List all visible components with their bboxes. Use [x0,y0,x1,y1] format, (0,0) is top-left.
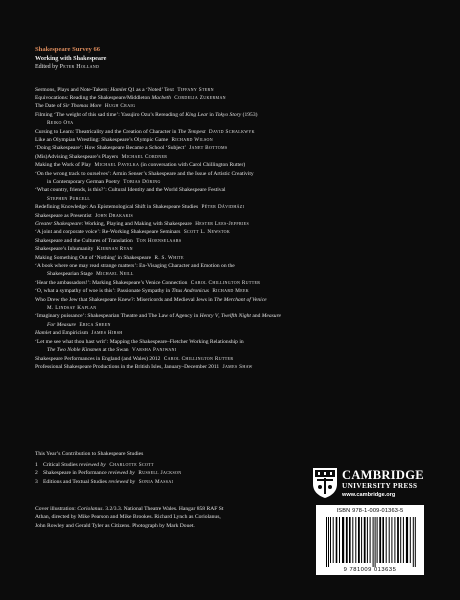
barcode-bar [400,517,401,563]
series-subtitle: Working with Shakespeare [35,55,107,62]
barcode-bar [410,517,411,563]
barcode-guard-bar [328,517,329,567]
editor-name: Peter Holland [59,64,100,70]
toc-title-segment: ‘Imaginary puissance’: Shakespearian Theatre and The Law of Agency in [35,313,200,320]
barcode-bars [324,517,416,567]
toc-title-segment: Tokyo Story [215,111,242,118]
cover-credit [35,505,225,530]
toc-title-segment: Hamlet [35,330,52,337]
series-title: Shakespeare Survey 66 [35,46,101,53]
barcode-bar [370,517,371,563]
toc-author: Hester Lees-Jeffries [195,221,250,227]
series-editor [35,63,415,72]
barcode-guard-bar [326,517,327,567]
toc-author: R. S. White [154,254,184,261]
barcode-bar [389,517,390,563]
toc-title-segment: ‘A joint and corporate voice’: Re-Working Shakespeare Seminars [35,229,181,236]
barcode-guard-bar [375,517,376,567]
barcode-bar [333,517,334,563]
toc-author: James Shaw [222,363,253,370]
barcode-bar [394,517,395,563]
barcode-bar [349,517,351,563]
series-header [35,45,415,72]
barcode-guard-bar [413,517,414,567]
publisher-url[interactable]: www.cambridge.org [342,492,396,498]
toc-author: Kiernan Ryan [96,246,133,253]
toc-title-segment: ‘What country, friends, is this?’: Cultural Identity and the World Shakespeare Festival [35,187,226,194]
toc-title-segment: For Measure [47,321,76,328]
credit-play: Coriolanus [77,506,103,512]
barcode-bar [346,517,348,563]
item-title: Shakespeare in Performance [43,470,109,476]
barcode-bar [367,517,368,563]
item-reviewer: Russell Jackson [136,470,182,476]
toc-entry [35,161,430,169]
item-title: Critical Studies [43,461,80,468]
toc-title-segment: Shakespeare as Presentist [35,212,92,219]
barcode-bar [382,517,384,563]
barcode-bar [377,517,378,563]
toc-author: Michael Pavelka [94,162,140,169]
toc-author: M. Lindsay Kaplan [47,305,97,312]
reviewed-by-label: reviewed by [79,461,106,468]
toc-entry [35,212,430,220]
barcode-bar [406,517,408,563]
toc-title-segment: Redefining Knowledge: An Epistemological Shift in Shakespeare Studies [35,204,199,211]
toc-title-segment: ‘On the wrong track to ourselves’: Armin Senser’s Shakespeare and the Issue of Artistic Creativity [35,170,254,177]
toc-author: Hugh Craig [104,103,136,110]
toc-title-segment: Making Something Out of ‘Nothing’ in Shakespeare [35,254,152,261]
barcode-bar [403,517,404,563]
toc-title-segment: ‘O, what a sympathy of woe is this’: Passionate Sympathy in [35,288,172,295]
toc-title-segment: ‘Let me see what thou hast writ’: Mapping the Shakespeare–Fletcher Working Relationship in [35,338,244,345]
barcode-bar [342,517,344,563]
toc-author: Tobias Döring [123,178,161,185]
toc-title-segment: in Contemporary German Poetry [47,178,120,185]
toc-title-segment: Making the Work of Play [35,162,92,169]
year-contribution-item [35,478,295,487]
year-contribution [35,450,295,486]
toc-entry [35,144,430,152]
barcode-bar [361,517,362,563]
toc-entry [35,128,430,136]
toc-title-continuation [35,346,430,354]
toc-title-segment: (1953) [241,111,258,118]
toc-title-segment: Henry V [199,313,219,320]
toc-title-segment: Cursing to Learn: Theatricality and the Creation of Character in [35,128,178,135]
barcode-bar [330,517,331,563]
toc-entry [35,338,430,355]
toc-author: Reiko Oya [47,120,74,127]
toc-author: Scott L. Newstok [183,229,231,236]
barcode-digits: 9 781009 013635 [343,567,397,573]
toc-title-segment: The Tempest [177,128,206,135]
toc-author: Stephen Purcell [47,195,91,202]
year-contribution-list [35,461,295,487]
toc-title-segment: Sir Thomas More [62,103,102,110]
reviewed-by-label: reviewed by [108,470,135,476]
toc-author: David Schalkwyk [208,128,255,135]
barcode-guard-bar [415,517,416,567]
toc-entry [35,86,430,94]
toc-title-segment: Sermons, Plays and Note-Takers: [35,86,111,93]
toc-author: James Hirsh [91,330,123,337]
toc-title-segment: at the Swan [101,347,129,354]
publisher-name: CAMBRIDGE [342,468,424,482]
toc-title-segment: Titus Andronicus [171,288,209,295]
credit-text: . 3.2/3.3. National Theatre Wales. Hangar 858 RAF St Athan, directed by Mike Pearson and Mike Brookes. Richard Lynch as Coriolanus, John Rowley and Gerald Tyler as Citizens. Photograph by Mark Douet. [35,506,224,529]
item-number: 2 [35,470,38,476]
toc-author: Michael Cordner [121,153,168,160]
toc-title-continuation [35,270,430,278]
toc-entry [35,94,430,102]
toc-author: Richard Meek [212,288,250,295]
item-title: Editions and Textual Studies [43,478,109,485]
toc-title-segment: Measure [261,313,281,320]
year-contribution-heading: This Year’s Contribution to Shakespeare Studies [35,451,144,457]
toc-author: Carol Chillington Rutter [190,279,261,286]
year-contribution-item [35,461,295,470]
toc-author: Cordelia Zukerman [174,94,226,101]
toc-title-segment: The Merchant of Venice [214,296,267,303]
toc-title-segment: Shakespeare Performances in England (and Wales) 2012 [35,355,161,362]
toc-title-segment: ‘Doing Shakespeare’: How Shakespeare Became a School ‘Subject’ [35,145,186,152]
toc-entry [35,279,430,287]
toc-author: Péter Dávidházi [201,204,245,211]
toc-title-segment: and Empiricism [51,330,89,337]
toc-entry [35,312,430,329]
barcode-bar [364,517,366,563]
toc-title-segment: , [218,313,222,320]
toc-title-segment: in [208,111,216,118]
barcode-bar [352,517,353,563]
toc-title-continuation [35,321,430,329]
toc-entry [35,237,430,245]
toc-author: Janet Bottoms [189,145,228,152]
item-number: 1 [35,461,38,468]
toc-title-segment: The Date of [35,103,63,110]
toc-author: Carol Chillington Rutter [163,355,234,362]
toc-entry [35,363,430,371]
toc-entry [35,254,430,262]
toc-entry [35,111,430,128]
isbn-label: ISBN 978-1-009-01363-5 [336,508,404,514]
item-number: 3 [35,478,38,485]
toc-entry [35,102,430,110]
toc-title-segment: Shakespeare’s Inhumanity [35,246,94,253]
toc-entry [35,287,430,295]
item-reviewer: Sonia Massai [137,478,174,485]
toc-entry [35,153,430,161]
barcode-bar [358,517,360,563]
cambridge-shield-icon [312,467,338,499]
barcode-bar [397,517,399,563]
toc-entry [35,296,430,313]
toc-entry [35,186,430,203]
toc-entry [35,203,430,211]
toc-entry [35,136,430,144]
toc-entry [35,262,430,279]
toc-title-segment: and [250,313,262,320]
toc-title-segment: Hamlet [110,86,127,93]
toc-entry [35,245,430,253]
barcode-bar [391,517,392,563]
edited-by-prefix: Edited by [35,64,59,70]
toc-author: Erica Sheen [79,321,111,328]
toc-author: Richard Wilson [171,136,214,143]
barcode-bar [379,517,381,563]
toc-entry [35,220,430,228]
toc-entry [35,228,430,236]
toc-title-continuation [35,178,430,186]
toc-title-segment: Shakespearian Stage [47,271,93,278]
toc-author: Ton Hoenselaars [136,237,182,244]
table-of-contents [35,86,430,372]
barcode-bar [336,517,338,563]
credit-prefix: Cover illustration: [35,506,78,512]
toc-title-segment: ‘Hear the ambassadors!’: Marking Shakespeare’s Venice Connection [35,279,188,286]
toc-title-segment: Macbeth [151,94,171,101]
toc-author: Michael Neill [96,271,134,278]
toc-title-segment: Filming ‘The weight of this sad time’: Yasujiro Ozu’s Rereading of [35,111,186,118]
toc-title-segment: Professional Shakespeare Productions in the British Isles, January–December 2011 [35,363,220,370]
toc-entry [35,170,430,187]
toc-title-segment: Equivocations: Reading the Shakespeare/Middleton [35,94,152,101]
barcode-guard-bar [373,517,374,567]
barcode-bar [355,517,356,563]
barcode-bar [386,517,387,563]
toc-title-segment: The Two Noble Kinsmen [47,347,102,354]
isbn-barcode [316,505,424,575]
item-reviewer: Charlotte Scott [107,461,154,468]
toc-author-note: (in conversation with Carol Chillington Rutter) [140,162,246,169]
cambridge-logo [312,465,424,505]
toc-title-segment: Q1 as a ‘Noted’ Text [126,86,174,93]
toc-title-segment: ‘A book where one may read strange matters’: En-Visaging Character and Emotion on the [35,263,235,270]
publisher-press: UNIVERSITY PRESS [342,482,418,490]
toc-title-segment: : Working, Playing and Making with Shakespeare [81,221,192,227]
toc-title-segment: King Lear [185,111,209,118]
toc-title-segment: (Mis)Advising Shakespeare’s Players [35,153,119,160]
toc-title-segment: Greater Shakespeare [35,221,82,227]
toc-title-segment: Twelfth Night [221,313,251,320]
toc-author: John Drakakis [95,212,134,219]
toc-author: Tiffany Stern [177,86,214,93]
year-contribution-item [35,469,295,478]
toc-author: Varsha Panjwani [131,347,177,354]
barcode-bar [339,517,340,563]
toc-title-segment: Like an Olympian Wrestling: Shakespeare’s Olympic Game [35,136,169,143]
reviewed-by-label: reviewed by [108,478,136,485]
toc-title-segment: Who Drew the Jew that Shakespeare Knew?: Misericords and Medieval Jews in [35,296,214,303]
toc-title-segment: Shakespeare and the Cultures of Translation [35,237,133,244]
toc-entry [35,329,430,337]
toc-entry [35,355,430,363]
